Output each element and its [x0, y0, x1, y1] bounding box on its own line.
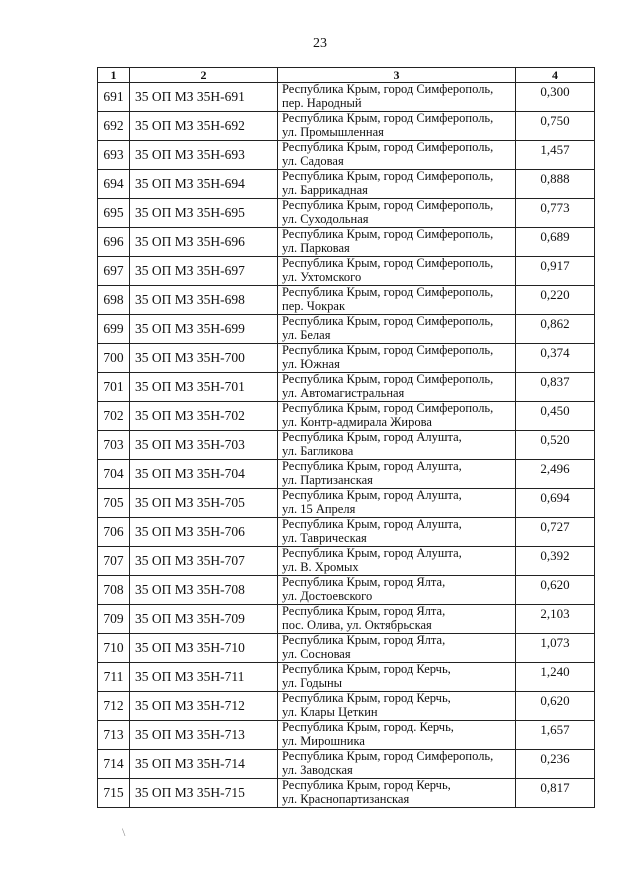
road-length: 2,103: [516, 605, 595, 634]
location-line-2: ул. Годыны: [282, 675, 343, 690]
location-line-1: Республика Крым, город Алушта,: [282, 488, 462, 502]
road-location: [278, 373, 516, 402]
column-header: 4: [516, 68, 595, 83]
road-code: 35 ОП МЗ 35Н-706: [130, 518, 278, 547]
table-row: [98, 199, 595, 228]
location-line-1: Республика Крым, город Симферополь,: [282, 169, 494, 183]
table-row: [98, 634, 595, 663]
row-number: 693: [98, 141, 130, 170]
location-line-2: ул. Достоевского: [282, 588, 373, 603]
row-number: 697: [98, 257, 130, 286]
row-number: 691: [98, 83, 130, 112]
location-line-2: ул. Суходольная: [282, 211, 369, 226]
location-line-1: Республика Крым, город Симферополь,: [282, 343, 494, 357]
table-row: [98, 83, 595, 112]
location-line-1: Республика Крым, город Керчь,: [282, 691, 451, 705]
row-number: 707: [98, 547, 130, 576]
road-location: [278, 692, 516, 721]
road-location: [278, 663, 516, 692]
location-line-1: Республика Крым, город Симферополь,: [282, 401, 494, 415]
column-header: 3: [278, 68, 516, 83]
row-number: 700: [98, 344, 130, 373]
road-location: [278, 170, 516, 199]
page-number: 23: [313, 36, 327, 51]
road-code: 35 ОП МЗ 35Н-705: [130, 489, 278, 518]
table-row: [98, 112, 595, 141]
location-line-2: ул. Южная: [282, 356, 340, 371]
row-number: 708: [98, 576, 130, 605]
road-location: [278, 576, 516, 605]
road-length: 1,457: [516, 141, 595, 170]
row-number: 698: [98, 286, 130, 315]
road-code: 35 ОП МЗ 35Н-695: [130, 199, 278, 228]
table-row: [98, 489, 595, 518]
location-line-2: ул. Белая: [282, 327, 331, 342]
road-location: [278, 344, 516, 373]
table-row: [98, 605, 595, 634]
road-length: 0,450: [516, 402, 595, 431]
row-number: 699: [98, 315, 130, 344]
row-number: 695: [98, 199, 130, 228]
road-length: 0,620: [516, 692, 595, 721]
road-location: [278, 199, 516, 228]
road-code: 35 ОП МЗ 35Н-714: [130, 750, 278, 779]
road-code: 35 ОП МЗ 35Н-713: [130, 721, 278, 750]
road-length: 0,694: [516, 489, 595, 518]
table-row: [98, 344, 595, 373]
location-line-1: Республика Крым, город Симферополь,: [282, 140, 494, 154]
road-length: 0,817: [516, 779, 595, 808]
road-length: 0,888: [516, 170, 595, 199]
row-number: 715: [98, 779, 130, 808]
location-line-2: ул. Баррикадная: [282, 182, 368, 197]
road-location: [278, 634, 516, 663]
location-line-2: ул. Заводская: [282, 762, 353, 777]
location-line-2: ул. Мирошника: [282, 733, 365, 748]
road-location: [278, 228, 516, 257]
row-number: 694: [98, 170, 130, 199]
road-length: 1,240: [516, 663, 595, 692]
road-length: 0,837: [516, 373, 595, 402]
road-location: [278, 286, 516, 315]
table-row: [98, 228, 595, 257]
location-line-1: Республика Крым, город Алушта,: [282, 430, 462, 444]
road-length: 0,862: [516, 315, 595, 344]
road-length: 0,374: [516, 344, 595, 373]
road-length: 0,300: [516, 83, 595, 112]
location-line-1: Республика Крым, город Алушта,: [282, 459, 462, 473]
road-code: 35 ОП МЗ 35Н-698: [130, 286, 278, 315]
column-header: 2: [130, 68, 278, 83]
location-line-1: Республика Крым, город Керчь,: [282, 662, 451, 676]
road-length: 1,657: [516, 721, 595, 750]
table-row: [98, 547, 595, 576]
row-number: 710: [98, 634, 130, 663]
road-length: 0,773: [516, 199, 595, 228]
table-row: [98, 460, 595, 489]
road-length: 0,392: [516, 547, 595, 576]
location-line-2: ул. 15 Апреля: [282, 501, 356, 516]
road-code: 35 ОП МЗ 35Н-708: [130, 576, 278, 605]
location-line-2: ул. Парковая: [282, 240, 350, 255]
road-location: [278, 112, 516, 141]
table-row: [98, 431, 595, 460]
location-line-1: Республика Крым, город Симферополь,: [282, 285, 494, 299]
road-code: 35 ОП МЗ 35Н-697: [130, 257, 278, 286]
road-code: 35 ОП МЗ 35Н-704: [130, 460, 278, 489]
road-code: 35 ОП МЗ 35Н-696: [130, 228, 278, 257]
road-length: 0,750: [516, 112, 595, 141]
row-number: 696: [98, 228, 130, 257]
table-row: [98, 750, 595, 779]
road-code: 35 ОП МЗ 35Н-709: [130, 605, 278, 634]
table-row: [98, 692, 595, 721]
location-line-1: Республика Крым, город Симферополь,: [282, 256, 494, 270]
location-line-2: ул. Садовая: [282, 153, 344, 168]
road-code: 35 ОП МЗ 35Н-700: [130, 344, 278, 373]
road-code: 35 ОП МЗ 35Н-710: [130, 634, 278, 663]
location-line-2: ул. Контр-адмирала Жирова: [282, 414, 432, 429]
table-row: [98, 663, 595, 692]
road-length: 0,520: [516, 431, 595, 460]
road-location: [278, 402, 516, 431]
table-header-row: [98, 68, 595, 83]
road-location: [278, 750, 516, 779]
road-length: 0,689: [516, 228, 595, 257]
road-code: 35 ОП МЗ 35Н-703: [130, 431, 278, 460]
road-code: 35 ОП МЗ 35Н-702: [130, 402, 278, 431]
row-number: 692: [98, 112, 130, 141]
road-length: 0,727: [516, 518, 595, 547]
row-number: 705: [98, 489, 130, 518]
table-row: [98, 141, 595, 170]
road-length: 0,620: [516, 576, 595, 605]
road-code: 35 ОП МЗ 35Н-691: [130, 83, 278, 112]
table-row: [98, 373, 595, 402]
road-length: 0,917: [516, 257, 595, 286]
location-line-2: ул. Ухтомского: [282, 269, 362, 284]
road-location: [278, 518, 516, 547]
location-line-1: Республика Крым, город Симферополь,: [282, 314, 494, 328]
location-line-2: ул. Багликова: [282, 443, 354, 458]
row-number: 703: [98, 431, 130, 460]
column-header: 1: [98, 68, 130, 83]
road-location: [278, 83, 516, 112]
location-line-1: Республика Крым, город Ялта,: [282, 604, 446, 618]
location-line-1: Республика Крым, город. Керчь,: [282, 720, 454, 734]
road-location: [278, 460, 516, 489]
location-line-1: Республика Крым, город Симферополь,: [282, 111, 494, 125]
table-row: [98, 576, 595, 605]
road-code: 35 ОП МЗ 35Н-707: [130, 547, 278, 576]
table-row: [98, 257, 595, 286]
row-number: 711: [98, 663, 130, 692]
road-location: [278, 431, 516, 460]
location-line-1: Республика Крым, город Симферополь,: [282, 749, 494, 763]
road-length: 0,220: [516, 286, 595, 315]
location-line-2: ул. Клары Цеткин: [282, 704, 378, 719]
road-code: 35 ОП МЗ 35Н-715: [130, 779, 278, 808]
location-line-1: Республика Крым, город Ялта,: [282, 633, 446, 647]
table-row: [98, 170, 595, 199]
table-row: [98, 286, 595, 315]
road-code: 35 ОП МЗ 35Н-711: [130, 663, 278, 692]
road-location: [278, 315, 516, 344]
row-number: 709: [98, 605, 130, 634]
location-line-2: пер. Народный: [282, 95, 362, 110]
table-row: [98, 721, 595, 750]
location-line-1: Республика Крым, город Алушта,: [282, 546, 462, 560]
row-number: 702: [98, 402, 130, 431]
road-code: 35 ОП МЗ 35Н-694: [130, 170, 278, 199]
road-code: 35 ОП МЗ 35Н-699: [130, 315, 278, 344]
road-code: 35 ОП МЗ 35Н-701: [130, 373, 278, 402]
location-line-2: ул. Партизанская: [282, 472, 373, 487]
road-code: 35 ОП МЗ 35Н-693: [130, 141, 278, 170]
road-location: [278, 489, 516, 518]
location-line-2: ул. Краснопартизанская: [282, 791, 410, 806]
table-row: [98, 402, 595, 431]
road-code: 35 ОП МЗ 35Н-712: [130, 692, 278, 721]
row-number: 704: [98, 460, 130, 489]
row-number: 701: [98, 373, 130, 402]
roads-table: [97, 67, 595, 808]
road-length: 0,236: [516, 750, 595, 779]
table-row: [98, 315, 595, 344]
road-location: [278, 605, 516, 634]
road-location: [278, 721, 516, 750]
row-number: 714: [98, 750, 130, 779]
row-number: 713: [98, 721, 130, 750]
road-length: 1,073: [516, 634, 595, 663]
location-line-2: пер. Чокрак: [282, 298, 346, 313]
location-line-1: Республика Крым, город Симферополь,: [282, 372, 494, 386]
road-location: [278, 547, 516, 576]
location-line-2: ул. Промышленная: [282, 124, 384, 139]
row-number: 712: [98, 692, 130, 721]
location-line-1: Республика Крым, город Симферополь,: [282, 82, 494, 96]
road-location: [278, 779, 516, 808]
location-line-1: Республика Крым, город Симферополь,: [282, 198, 494, 212]
road-length: 2,496: [516, 460, 595, 489]
stray-mark: \: [122, 825, 126, 839]
location-line-1: Республика Крым, город Симферополь,: [282, 227, 494, 241]
location-line-2: ул. Сосновая: [282, 646, 351, 661]
table-row: [98, 779, 595, 808]
road-code: 35 ОП МЗ 35Н-692: [130, 112, 278, 141]
table-row: [98, 518, 595, 547]
location-line-1: Республика Крым, город Ялта,: [282, 575, 446, 589]
location-line-2: пос. Олива, ул. Октябрьская: [282, 617, 432, 632]
location-line-1: Республика Крым, город Алушта,: [282, 517, 462, 531]
location-line-2: ул. Таврическая: [282, 530, 367, 545]
road-location: [278, 257, 516, 286]
road-location: [278, 141, 516, 170]
location-line-2: ул. В. Хромых: [282, 559, 359, 574]
location-line-2: ул. Автомагистральная: [282, 385, 405, 400]
row-number: 706: [98, 518, 130, 547]
location-line-1: Республика Крым, город Керчь,: [282, 778, 451, 792]
